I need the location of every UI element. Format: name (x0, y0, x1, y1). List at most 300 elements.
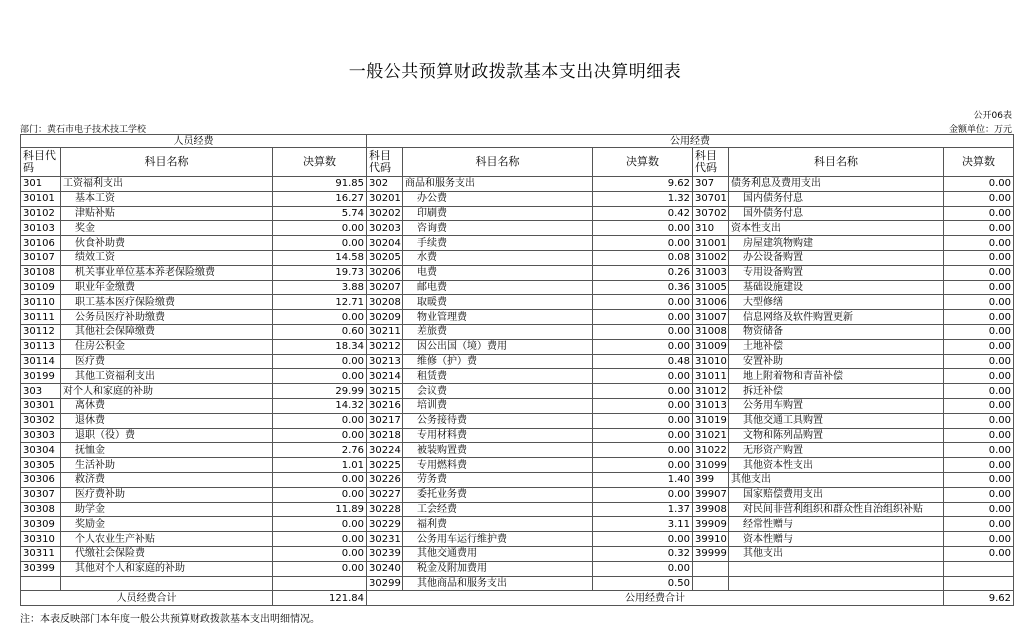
public-right-amount-cell: 0.00 (944, 280, 1014, 295)
public-right-code-cell: 31012 (693, 384, 729, 399)
public-mid-code-cell: 30212 (367, 339, 403, 354)
personnel-name-cell: 住房公积金 (61, 339, 273, 354)
personnel-code-cell: 30109 (21, 280, 61, 295)
personnel-name-cell: 医疗费 (61, 354, 273, 369)
public-mid-name-cell: 会议费 (403, 384, 593, 399)
personnel-code-cell: 30302 (21, 413, 61, 428)
public-right-amount-cell: 0.00 (944, 221, 1014, 236)
public-right-amount-cell: 0.00 (944, 339, 1014, 354)
personnel-code-cell: 30306 (21, 472, 61, 487)
public-right-name-cell: 地上附着物和青苗补偿 (729, 369, 944, 384)
public-right-amount-cell: 0.00 (944, 295, 1014, 310)
public-mid-code-cell: 30227 (367, 487, 403, 502)
public-mid-name-cell: 商品和服务支出 (403, 177, 593, 192)
personnel-amount-cell: 12.71 (273, 295, 367, 310)
public-right-code-cell: 31005 (693, 280, 729, 295)
public-mid-name-cell: 委托业务费 (403, 487, 593, 502)
public-mid-amount-cell: 0.00 (593, 487, 693, 502)
public-mid-amount-cell: 0.00 (593, 236, 693, 251)
public-mid-amount-cell: 0.00 (593, 310, 693, 325)
personnel-name-cell: 助学金 (61, 502, 273, 517)
public-mid-code-cell: 30207 (367, 280, 403, 295)
table-row (21, 295, 1014, 310)
public-right-amount-cell: 0.00 (944, 324, 1014, 339)
public-mid-name-cell: 印刷费 (403, 206, 593, 221)
public-right-name-cell: 对民间非营利组织和群众性自治组织补贴 (729, 502, 944, 517)
personnel-code-cell: 30305 (21, 458, 61, 473)
personnel-code-cell: 301 (21, 177, 61, 192)
col-name-header: 科目名称 (729, 148, 944, 177)
personnel-name-cell: 基本工资 (61, 191, 273, 206)
public-mid-name-cell: 维修（护）费 (403, 354, 593, 369)
personnel-amount-cell: 5.74 (273, 206, 367, 221)
public-mid-code-cell: 302 (367, 177, 403, 192)
public-right-code-cell: 31009 (693, 339, 729, 354)
public-right-amount-cell: 0.00 (944, 236, 1014, 251)
public-mid-name-cell: 专用材料费 (403, 428, 593, 443)
public-right-name-cell: 资本性赠与 (729, 532, 944, 547)
public-right-name-cell (729, 576, 944, 591)
public-right-code-cell: 31001 (693, 236, 729, 251)
public-right-name-cell: 其他支出 (729, 472, 944, 487)
personnel-name-cell: 职业年金缴费 (61, 280, 273, 295)
public-right-name-cell: 专用设备购置 (729, 265, 944, 280)
public-right-name-cell: 经常性赠与 (729, 517, 944, 532)
table-row (21, 546, 1014, 561)
personnel-amount-cell: 18.34 (273, 339, 367, 354)
public-right-name-cell: 债务利息及费用支出 (729, 177, 944, 192)
public-mid-amount-cell: 0.42 (593, 206, 693, 221)
personnel-name-cell: 对个人和家庭的补助 (61, 384, 273, 399)
public-right-amount-cell: 0.00 (944, 546, 1014, 561)
personnel-code-cell: 30114 (21, 354, 61, 369)
table-row (21, 443, 1014, 458)
public-right-code-cell: 31007 (693, 310, 729, 325)
table-row (21, 458, 1014, 473)
table-row (21, 369, 1014, 384)
public-right-amount-cell: 0.00 (944, 443, 1014, 458)
personnel-total-label: 人员经费合计 (21, 591, 273, 606)
public-right-amount-cell: 0.00 (944, 398, 1014, 413)
personnel-code-cell: 30199 (21, 369, 61, 384)
personnel-amount-cell: 0.00 (273, 354, 367, 369)
personnel-name-cell: 生活补助 (61, 458, 273, 473)
personnel-code-cell: 30110 (21, 295, 61, 310)
personnel-name-cell: 其他工资福利支出 (61, 369, 273, 384)
public-right-amount-cell: 0.00 (944, 413, 1014, 428)
public-mid-amount-cell: 1.37 (593, 502, 693, 517)
section-public-header: 公用经费 (367, 135, 1014, 148)
public-right-amount-cell: 0.00 (944, 354, 1014, 369)
public-right-code-cell (693, 576, 729, 591)
public-mid-amount-cell: 0.00 (593, 324, 693, 339)
public-right-amount-cell (944, 561, 1014, 576)
personnel-amount-cell: 0.00 (273, 472, 367, 487)
table-row (21, 502, 1014, 517)
personnel-amount-cell: 0.00 (273, 236, 367, 251)
public-mid-code-cell: 30205 (367, 250, 403, 265)
col-name-header: 科目名称 (61, 148, 273, 177)
public-right-code-cell: 30702 (693, 206, 729, 221)
personnel-name-cell: 职工基本医疗保险缴费 (61, 295, 273, 310)
public-right-amount-cell: 0.00 (944, 250, 1014, 265)
personnel-code-cell: 30102 (21, 206, 61, 221)
public-right-name-cell: 资本性支出 (729, 221, 944, 236)
table-row (21, 265, 1014, 280)
personnel-name-cell: 其他对个人和家庭的补助 (61, 561, 273, 576)
public-right-amount-cell: 0.00 (944, 177, 1014, 192)
table-row (21, 384, 1014, 399)
public-mid-amount-cell: 0.00 (593, 443, 693, 458)
public-mid-code-cell: 30239 (367, 546, 403, 561)
table-row (21, 339, 1014, 354)
personnel-amount-cell: 0.00 (273, 546, 367, 561)
public-mid-code-cell: 30218 (367, 428, 403, 443)
public-mid-name-cell: 公务用车运行维护费 (403, 532, 593, 547)
table-row (21, 354, 1014, 369)
table-row (21, 398, 1014, 413)
public-right-name-cell: 基础设施建设 (729, 280, 944, 295)
public-mid-amount-cell: 0.00 (593, 221, 693, 236)
public-right-code-cell: 31011 (693, 369, 729, 384)
public-right-name-cell: 信息网络及软件购置更新 (729, 310, 944, 325)
public-mid-code-cell: 30215 (367, 384, 403, 399)
personnel-code-cell: 30310 (21, 532, 61, 547)
public-mid-code-cell: 30213 (367, 354, 403, 369)
public-right-code-cell: 31003 (693, 265, 729, 280)
table-row (21, 561, 1014, 576)
personnel-code-cell: 30301 (21, 398, 61, 413)
personnel-code-cell: 30107 (21, 250, 61, 265)
public-mid-amount-cell: 9.62 (593, 177, 693, 192)
public-right-code-cell: 307 (693, 177, 729, 192)
personnel-code-cell: 30112 (21, 324, 61, 339)
personnel-code-cell: 30108 (21, 265, 61, 280)
public-right-code-cell: 30701 (693, 191, 729, 206)
personnel-amount-cell: 2.76 (273, 443, 367, 458)
public-right-code-cell: 399 (693, 472, 729, 487)
public-mid-name-cell: 被装购置费 (403, 443, 593, 458)
public-mid-amount-cell: 1.40 (593, 472, 693, 487)
col-code-header: 科目代码 (693, 148, 729, 177)
personnel-code-cell: 30103 (21, 221, 61, 236)
public-right-code-cell: 39908 (693, 502, 729, 517)
public-right-amount-cell: 0.00 (944, 206, 1014, 221)
personnel-code-cell: 30399 (21, 561, 61, 576)
personnel-code-cell (21, 576, 61, 591)
personnel-amount-cell: 16.27 (273, 191, 367, 206)
public-right-amount-cell: 0.00 (944, 384, 1014, 399)
public-mid-name-cell: 其他交通费用 (403, 546, 593, 561)
public-right-name-cell: 办公设备购置 (729, 250, 944, 265)
public-mid-amount-cell: 0.00 (593, 295, 693, 310)
public-mid-name-cell: 水费 (403, 250, 593, 265)
personnel-code-cell: 30307 (21, 487, 61, 502)
personnel-name-cell: 机关事业单位基本养老保险缴费 (61, 265, 273, 280)
personnel-code-cell: 30111 (21, 310, 61, 325)
personnel-name-cell: 代缴社会保险费 (61, 546, 273, 561)
public-total-label: 公用经费合计 (367, 591, 944, 606)
public-right-name-cell: 国内债务付息 (729, 191, 944, 206)
public-right-code-cell: 31019 (693, 413, 729, 428)
public-right-amount-cell: 0.00 (944, 517, 1014, 532)
public-mid-code-cell: 30204 (367, 236, 403, 251)
public-right-code-cell: 31099 (693, 458, 729, 473)
public-mid-name-cell: 公务接待费 (403, 413, 593, 428)
public-right-amount-cell: 0.00 (944, 502, 1014, 517)
table-row (21, 517, 1014, 532)
table-row (21, 250, 1014, 265)
public-mid-amount-cell: 0.50 (593, 576, 693, 591)
public-right-name-cell: 房屋建筑物购建 (729, 236, 944, 251)
public-right-name-cell: 国外债务付息 (729, 206, 944, 221)
public-mid-amount-cell: 0.00 (593, 339, 693, 354)
personnel-amount-cell: 3.88 (273, 280, 367, 295)
personnel-amount-cell: 0.00 (273, 428, 367, 443)
public-mid-code-cell: 30229 (367, 517, 403, 532)
public-mid-name-cell: 因公出国（境）费用 (403, 339, 593, 354)
table-row (21, 206, 1014, 221)
public-mid-name-cell: 劳务费 (403, 472, 593, 487)
public-right-amount-cell: 0.00 (944, 310, 1014, 325)
public-right-code-cell: 31006 (693, 295, 729, 310)
public-right-code-cell: 31021 (693, 428, 729, 443)
personnel-amount-cell: 0.00 (273, 532, 367, 547)
public-mid-code-cell: 30299 (367, 576, 403, 591)
public-mid-name-cell: 物业管理费 (403, 310, 593, 325)
public-mid-code-cell: 30209 (367, 310, 403, 325)
public-right-amount-cell: 0.00 (944, 472, 1014, 487)
table-row (21, 191, 1014, 206)
public-right-code-cell: 39910 (693, 532, 729, 547)
public-mid-amount-cell: 1.32 (593, 191, 693, 206)
public-mid-code-cell: 30217 (367, 413, 403, 428)
totals-row (21, 591, 1014, 606)
public-right-amount-cell: 0.00 (944, 458, 1014, 473)
public-mid-code-cell: 30206 (367, 265, 403, 280)
public-mid-name-cell: 取暖费 (403, 295, 593, 310)
public-mid-amount-cell: 0.00 (593, 532, 693, 547)
personnel-total-value: 121.84 (273, 591, 367, 606)
public-right-name-cell: 其他资本性支出 (729, 458, 944, 473)
public-right-amount-cell: 0.00 (944, 487, 1014, 502)
table-row (21, 472, 1014, 487)
public-right-name-cell (729, 561, 944, 576)
public-right-amount-cell: 0.00 (944, 369, 1014, 384)
public-mid-amount-cell: 0.00 (593, 369, 693, 384)
table-row (21, 487, 1014, 502)
public-mid-name-cell: 手续费 (403, 236, 593, 251)
public-right-code-cell: 31002 (693, 250, 729, 265)
personnel-code-cell: 30311 (21, 546, 61, 561)
public-mid-code-cell: 30228 (367, 502, 403, 517)
table-row (21, 221, 1014, 236)
public-mid-code-cell: 30211 (367, 324, 403, 339)
personnel-amount-cell: 0.00 (273, 517, 367, 532)
public-right-code-cell (693, 561, 729, 576)
form-code: 公开06表 (973, 111, 1012, 121)
public-right-name-cell: 物资储备 (729, 324, 944, 339)
public-right-amount-cell: 0.00 (944, 428, 1014, 443)
public-mid-name-cell: 培训费 (403, 398, 593, 413)
personnel-amount-cell: 1.01 (273, 458, 367, 473)
personnel-code-cell: 30303 (21, 428, 61, 443)
personnel-amount-cell: 0.00 (273, 369, 367, 384)
page-title: 一般公共预算财政拨款基本支出决算明细表 (348, 62, 682, 82)
personnel-amount-cell: 14.58 (273, 250, 367, 265)
public-right-code-cell: 39999 (693, 546, 729, 561)
public-mid-name-cell: 邮电费 (403, 280, 593, 295)
personnel-amount-cell: 0.00 (273, 310, 367, 325)
public-mid-amount-cell: 0.00 (593, 384, 693, 399)
col-code-header: 科目代码 (21, 148, 61, 177)
table-row (21, 280, 1014, 295)
public-right-amount-cell: 0.00 (944, 532, 1014, 547)
table-row (21, 413, 1014, 428)
public-mid-code-cell: 30203 (367, 221, 403, 236)
footnote: 注：本表反映部门本年度一般公共预算财政拨款基本支出明细情况。 (20, 614, 320, 625)
public-mid-amount-cell: 0.00 (593, 458, 693, 473)
public-mid-name-cell: 差旅费 (403, 324, 593, 339)
public-mid-code-cell: 30202 (367, 206, 403, 221)
public-mid-name-cell: 专用燃料费 (403, 458, 593, 473)
table-row (21, 236, 1014, 251)
personnel-name-cell: 其他社会保障缴费 (61, 324, 273, 339)
personnel-name-cell: 绩效工资 (61, 250, 273, 265)
public-mid-code-cell: 30225 (367, 458, 403, 473)
personnel-code-cell: 30113 (21, 339, 61, 354)
personnel-amount-cell: 19.73 (273, 265, 367, 280)
public-mid-code-cell: 30214 (367, 369, 403, 384)
public-right-code-cell: 31008 (693, 324, 729, 339)
personnel-name-cell (61, 576, 273, 591)
personnel-name-cell: 工资福利支出 (61, 177, 273, 192)
unit-label: 金额单位：万元 (948, 125, 1012, 135)
public-right-amount-cell: 0.00 (944, 191, 1014, 206)
public-mid-amount-cell: 0.00 (593, 428, 693, 443)
personnel-name-cell: 退职（役）费 (61, 428, 273, 443)
personnel-name-cell: 个人农业生产补贴 (61, 532, 273, 547)
public-mid-code-cell: 30226 (367, 472, 403, 487)
personnel-name-cell: 抚恤金 (61, 443, 273, 458)
public-mid-code-cell: 30208 (367, 295, 403, 310)
public-mid-name-cell: 咨询费 (403, 221, 593, 236)
personnel-name-cell: 公务员医疗补助缴费 (61, 310, 273, 325)
public-mid-amount-cell: 0.00 (593, 561, 693, 576)
public-right-name-cell: 无形资产购置 (729, 443, 944, 458)
public-mid-amount-cell: 0.36 (593, 280, 693, 295)
personnel-code-cell: 303 (21, 384, 61, 399)
public-right-name-cell: 其他支出 (729, 546, 944, 561)
personnel-code-cell: 30309 (21, 517, 61, 532)
personnel-amount-cell: 14.32 (273, 398, 367, 413)
personnel-name-cell: 救济费 (61, 472, 273, 487)
personnel-amount-cell: 0.00 (273, 561, 367, 576)
public-right-amount-cell (944, 576, 1014, 591)
table-row (21, 428, 1014, 443)
public-right-code-cell: 310 (693, 221, 729, 236)
personnel-amount-cell: 91.85 (273, 177, 367, 192)
public-mid-amount-cell: 0.00 (593, 413, 693, 428)
public-mid-code-cell: 30216 (367, 398, 403, 413)
public-right-name-cell: 国家赔偿费用支出 (729, 487, 944, 502)
public-right-amount-cell: 0.00 (944, 265, 1014, 280)
personnel-amount-cell: 11.89 (273, 502, 367, 517)
table-row (21, 324, 1014, 339)
public-right-name-cell: 安置补助 (729, 354, 944, 369)
table-row (21, 576, 1014, 591)
public-right-code-cell: 39909 (693, 517, 729, 532)
public-mid-amount-cell: 0.26 (593, 265, 693, 280)
public-right-code-cell: 31010 (693, 354, 729, 369)
public-mid-code-cell: 30240 (367, 561, 403, 576)
personnel-amount-cell: 0.00 (273, 413, 367, 428)
public-mid-name-cell: 工会经费 (403, 502, 593, 517)
col-name-header: 科目名称 (403, 148, 593, 177)
personnel-name-cell: 津贴补贴 (61, 206, 273, 221)
expenditure-table (20, 134, 1014, 606)
personnel-name-cell: 离休费 (61, 398, 273, 413)
public-mid-amount-cell: 0.32 (593, 546, 693, 561)
public-mid-name-cell: 租赁费 (403, 369, 593, 384)
table-row (21, 310, 1014, 325)
department-label: 部门：黄石市电子技术技工学校 (20, 125, 147, 135)
public-right-name-cell: 土地补偿 (729, 339, 944, 354)
col-code-header: 科目代码 (367, 148, 403, 177)
personnel-name-cell: 退休费 (61, 413, 273, 428)
col-amount-header: 决算数 (593, 148, 693, 177)
public-total-value: 9.62 (944, 591, 1014, 606)
public-mid-name-cell: 办公费 (403, 191, 593, 206)
public-mid-amount-cell: 0.48 (593, 354, 693, 369)
public-mid-amount-cell: 0.08 (593, 250, 693, 265)
public-right-name-cell: 拆迁补偿 (729, 384, 944, 399)
public-right-name-cell: 大型修缮 (729, 295, 944, 310)
personnel-name-cell: 奖金 (61, 221, 273, 236)
personnel-code-cell: 30308 (21, 502, 61, 517)
personnel-name-cell: 奖励金 (61, 517, 273, 532)
personnel-amount-cell: 0.60 (273, 324, 367, 339)
public-mid-code-cell: 30201 (367, 191, 403, 206)
public-mid-code-cell: 30224 (367, 443, 403, 458)
personnel-code-cell: 30304 (21, 443, 61, 458)
col-amount-header: 决算数 (944, 148, 1014, 177)
table-row (21, 177, 1014, 192)
public-right-code-cell: 31022 (693, 443, 729, 458)
public-right-code-cell: 39907 (693, 487, 729, 502)
public-right-name-cell: 公务用车购置 (729, 398, 944, 413)
public-mid-amount-cell: 0.00 (593, 398, 693, 413)
personnel-name-cell: 伙食补助费 (61, 236, 273, 251)
public-mid-name-cell: 税金及附加费用 (403, 561, 593, 576)
personnel-amount-cell: 0.00 (273, 487, 367, 502)
personnel-code-cell: 30106 (21, 236, 61, 251)
public-mid-amount-cell: 3.11 (593, 517, 693, 532)
public-mid-name-cell: 电费 (403, 265, 593, 280)
public-mid-code-cell: 30231 (367, 532, 403, 547)
section-personnel-header: 人员经费 (21, 135, 367, 148)
col-amount-header: 决算数 (273, 148, 367, 177)
public-right-name-cell: 其他交通工具购置 (729, 413, 944, 428)
public-right-code-cell: 31013 (693, 398, 729, 413)
table-row (21, 532, 1014, 547)
public-mid-name-cell: 其他商品和服务支出 (403, 576, 593, 591)
personnel-amount-cell: 0.00 (273, 221, 367, 236)
personnel-code-cell: 30101 (21, 191, 61, 206)
public-right-name-cell: 文物和陈列品购置 (729, 428, 944, 443)
personnel-name-cell: 医疗费补助 (61, 487, 273, 502)
personnel-amount-cell: 29.99 (273, 384, 367, 399)
